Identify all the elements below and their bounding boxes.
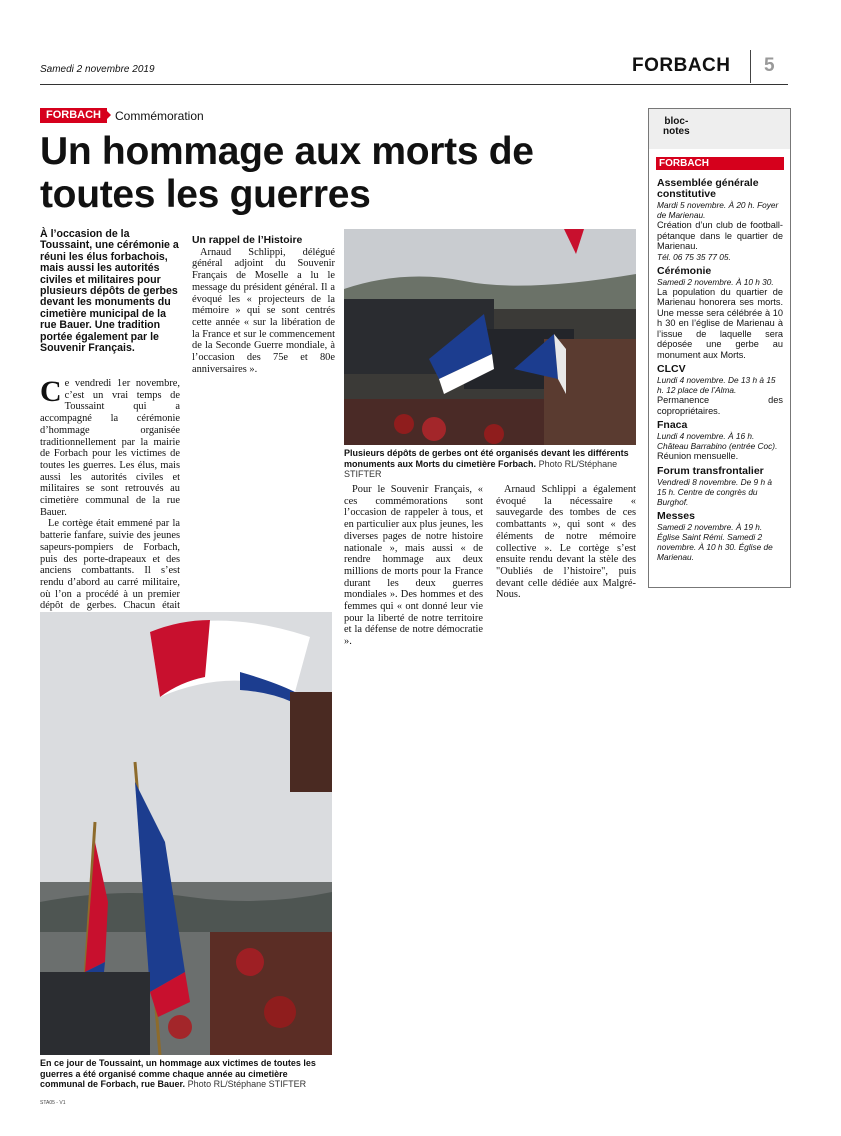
photo-2-caption [40,1058,332,1090]
dropcap: C [40,375,62,408]
bloc-notes-label-line2: notes [663,126,690,137]
bloc-notes-item-info: Lundi 4 novembre. À 16 h. Château Barrabino (entrée Coc). [657,431,778,451]
photo-2-caption-text: En ce jour de Toussaint, un hommage aux victimes de toutes les guerres a été organisé comme chaque année au cimetière communal de Forbach, rue Bauer. [40,1058,316,1089]
photo-ceremony-crowd [344,229,636,445]
footer-code: STA05 - V1 [40,1100,66,1106]
bloc-notes-item [657,511,783,562]
bloc-notes-item-title: Messes [657,509,695,522]
header-rule [40,84,788,85]
photo-1-credit: Photo RL/Stéphane STIFTER [344,458,618,479]
bloc-notes-city: FORBACH [656,157,784,170]
bloc-notes-list [657,174,783,562]
bloc-notes-header [649,109,790,149]
article-column-4 [496,484,636,601]
bloc-notes-item-title: Cérémonie [657,264,712,277]
bloc-notes-item-info: Samedi 2 novembre. À 19 h. Église Saint Rémi. Samedi 2 novembre. À 10 h 30. Église de Marienau. [657,521,773,562]
bloc-notes-item-title: Assemblée générale constitutive [657,177,759,200]
bloc-notes-label-line1: bloc- [664,116,689,127]
bloc-notes-item-info: Lundi 4 novembre. De 13 h à 15 h. 12 place de l’Alma. [657,375,776,395]
photo-flags-procession-image [40,612,332,1055]
bloc-notes-item [657,266,783,361]
bloc-notes-item-title: CLCV [657,363,686,375]
lead-paragraph: À l’occasion de la Toussaint, une cérémonie a réuni les élus forbachois, mais aussi les autorités civiles et militaires pour plusieurs dépôts de gerbes devant les monuments du cimetière municipal de la rue Bauer. Une tradition portée également par le Souvenir Français. [40,228,179,355]
page-number: 5 [764,55,775,76]
paragraph-3: Arnaud Schlippi, délégué général adjoint du Souvenir Français de Moselle a lu le message du président général. Il a évoqué les « projecteurs de la mémoire » qui se sont centrés cette année « sur la libération de la France et sur le commencement de la Seconde Guerre mondiale, à l’occasion des 75e et 80e anniversaires ». [192,246,335,375]
bloc-notes-item-title: Fnaca [657,419,688,431]
subheading: Un rappel de l’Histoire [192,235,303,246]
kicker-section: Commémoration [115,109,204,123]
bloc-notes-item-info: Samedi 2 novembre. À 10 h 30. [657,276,774,287]
photo-2-credit: Photo RL/Stéphane STIFTER [187,1079,307,1089]
headline: Un hommage aux morts de toutes les guerres [40,130,534,216]
bloc-notes-sidebar [648,108,791,588]
paragraph-4: Pour le Souvenir Français, « ces commémorations sont l’occasion de rappeler à tous, et en particulier aux plus jeunes, les diverses pages de notre histoire nationale », mais aussi « de rendre hommage aux deux millions de morts pour la France durant les deux guerres mondiales ». Des hommes et des femmes qui « ont donné leur vie pour la liberté de notre territoire et la défense de notre démocratie ». [344,484,483,648]
photo-1-caption [344,448,636,480]
bloc-notes-item-text: Création d’un club de football-pétanque dans le quartier de Marienau. [657,220,783,251]
kicker-arrow-icon [104,108,111,122]
bloc-notes-label [663,117,690,137]
paragraph-1: e vendredi 1er novembre, c’est un vrai temps de Toussaint qui a accompagné la cérémonie d’hommage organisée traditionnellement par la mairie de Forbach pour les victimes de toutes les guerres. Les élus, mais aussi les autorités civiles et militaires se sont retrouvés au cimetière communal de la rue Bauer. [40,378,180,518]
page-city: FORBACH [632,55,731,76]
photo-1-caption-text: Plusieurs dépôts de gerbes ont été organisés devant les différents monuments aux Morts du cimetière Forbach. [344,448,629,469]
bloc-notes-item-info: Vendredi 8 novembre. De 9 h à 15 h. Centre de congrès du Burghof. [657,476,772,507]
bloc-notes-item [657,178,783,262]
article-column-3 [344,484,483,648]
bloc-notes-item [657,420,783,462]
bloc-notes-item-info: Mardi 5 novembre. À 20 h. Foyer de Marienau. [657,200,779,220]
bloc-notes-item-phone: Tél. 06 75 35 77 05. [657,251,731,262]
paragraph-2: Le cortège était emmené par la batterie fanfare, suivie des jeunes sapeurs-pompiers de Forbach, puis des porte-drapeaux et des anciens combattants. Il s’est rendu d’abord au carré militaire, où l’on a procédé à un premier dépôt de gerbes. Chacun était [40,518,180,612]
header-divider [750,50,751,83]
kicker-tag: FORBACH [40,108,107,123]
bloc-notes-item [657,466,783,507]
article-column-2 [192,229,335,375]
bloc-notes-item [657,364,783,416]
bloc-notes-item-title: Forum transfrontalier [657,464,764,477]
bloc-notes-item-text: Réunion mensuelle. [657,451,739,461]
photo-ceremony-crowd-image [344,229,636,445]
page-date: Samedi 2 novembre 2019 [40,64,155,75]
bloc-notes-item-text: La population du quartier de Marienau honorera ses morts. Une messe sera célébrée à 10 h 30 en l’église de Marienau à l’issue de laquelle sera déposée une gerbe au monument aux Morts. [657,286,783,360]
paragraph-5: Arnaud Schlippi a également évoqué la nécessaire « sauvegarde des tombes de ces combattants », qui sont « des éléments de notre mémoire collective ». Le cortège s’est ensuite rendu devant la stèle des "Oubliés de l’histoire", puis devant celle dédiée aux Malgré-Nous. [496,484,636,601]
photo-flags-procession [40,612,332,1055]
bloc-notes-item-text: Permanence des copropriétaires. [657,395,783,416]
